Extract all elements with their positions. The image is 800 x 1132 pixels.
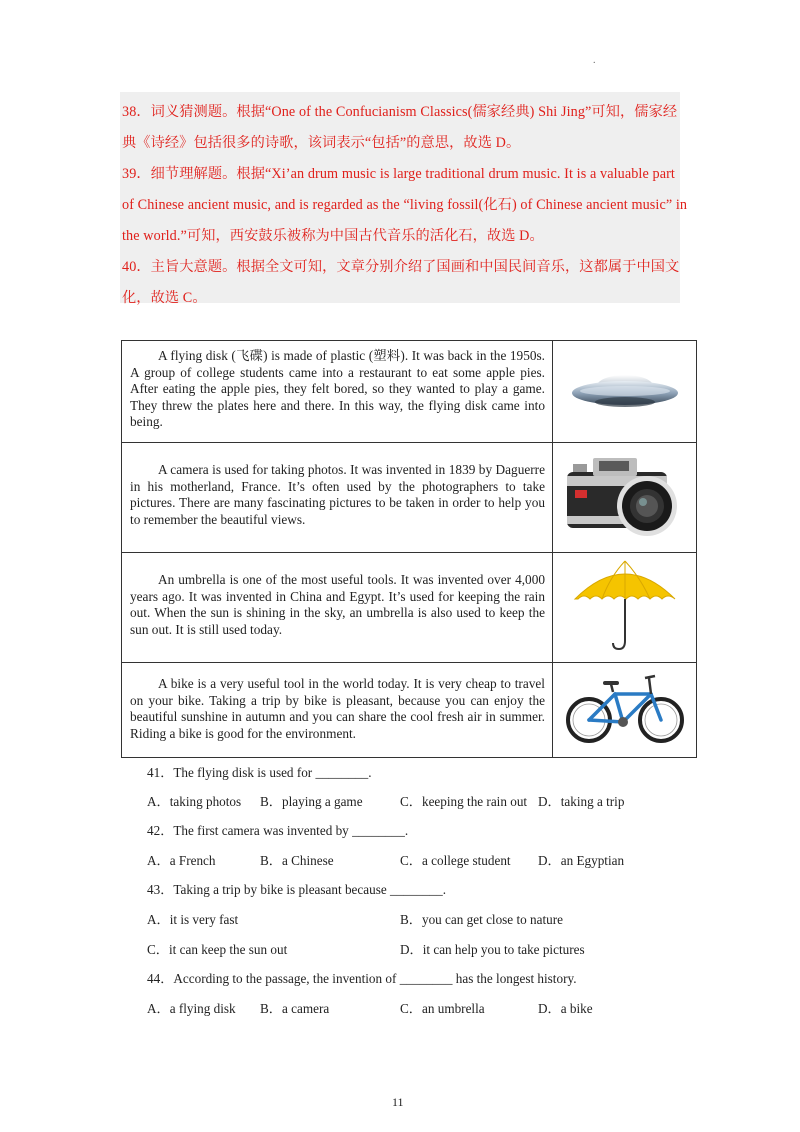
question-43-option-d[interactable]: D．it can help you to take pictures — [400, 942, 585, 957]
question-42-option-b[interactable]: B．a Chinese — [260, 853, 334, 868]
image-cell — [553, 663, 697, 758]
passage-row — [122, 443, 697, 553]
answer-39-line1: 39．细节理解题。根据“Xi’an drum music is large traditional drum music. It is a valuable part — [122, 166, 675, 182]
answer-38-line1: 38．词义猜测题。根据“One of the Confucianism Classics(儒家经典) Shi Jing”可知，儒家经 — [122, 104, 678, 120]
passage-bike: A bike is a very useful tool in the world today. It is very cheap to travel on your bike. Taking a trip by bike is pleasant, because you can enjoy the beautiful sunshine in autumn and you can share the cool fresh air in summer. Riding a bike is good for the environment. — [130, 676, 545, 741]
header-mark: . — [593, 55, 596, 66]
answer-39-line2: of Chinese ancient music, and is regarded as the “living fossil(化石) of Chinese ancient music” in — [122, 197, 688, 213]
passage-cell — [122, 443, 553, 553]
passage-camera: A camera is used for taking photos. It was invented in 1839 by Daguerre in his motherland, France. It’s often used by the photographers to take pictures. There are many fascinating pictures to be taken in order to help you to remember the beautiful views. — [130, 462, 545, 527]
answer-38-line2: 典《诗经》包括很多的诗歌，该词表示“包括”的意思，故选 D。 — [122, 135, 521, 151]
passage-cell — [122, 341, 553, 443]
passage-cell — [122, 553, 553, 663]
question-43-option-c[interactable]: C．it can keep the sun out — [147, 942, 288, 957]
image-cell — [553, 443, 697, 553]
question-41-option-a[interactable]: A．taking photos — [147, 794, 242, 809]
question-44-stem: 44．According to the passage, the invention of ________ has the longest history. — [147, 971, 577, 986]
answer-39-line3: the world.”可知，西安鼓乐被称为中国古代音乐的活化石，故选 D。 — [122, 228, 544, 244]
passage-row — [122, 553, 697, 663]
question-44-option-d[interactable]: D．a bike — [538, 1001, 593, 1016]
passage-flying-disk: A flying disk (飞碟) is made of plastic (塑料). It was back in the 1950s. A group of college students came into a restaurant to eat some apple pies. After eating the apple pies, they felt bored, so they wanted to play a game. They threw the plates here and there. In this way, the flying disk came into being. — [130, 348, 545, 430]
question-44-option-c[interactable]: C．an umbrella — [400, 1001, 485, 1016]
answer-40-line1: 40．主旨大意题。根据全文可知，文章分别介绍了国画和中国民间音乐，这都属于中国文 — [122, 259, 680, 275]
question-42-option-a[interactable]: A．a French — [147, 853, 216, 868]
question-43-option-a[interactable]: A．it is very fast — [147, 912, 239, 927]
question-41-option-d[interactable]: D．taking a trip — [538, 794, 625, 809]
question-41-option-c[interactable]: C．keeping the rain out — [400, 794, 528, 809]
umbrella-image — [570, 557, 680, 653]
passage-umbrella: An umbrella is one of the most useful tools. It was invented over 4,000 years ago. It was invented in China and Egypt. It’s used for keeping the rain out. When the sun is shining in the sky, an umbrella is also used to keep the sun out. It is still used today. — [130, 572, 545, 637]
camera-image — [563, 450, 687, 540]
passage-row — [122, 663, 697, 758]
passage-cell — [122, 663, 553, 758]
question-41-option-b[interactable]: B．playing a game — [260, 794, 363, 809]
question-43-option-b[interactable]: B．you can get close to nature — [400, 912, 563, 927]
image-cell — [553, 553, 697, 663]
bicycle-image — [565, 668, 685, 748]
question-42-stem: 42．The first camera was invented by ________. — [147, 823, 409, 838]
page-number: 11 — [392, 1095, 404, 1109]
passage-row — [122, 341, 697, 443]
question-41-stem: 41．The flying disk is used for ________. — [147, 765, 372, 780]
image-cell — [553, 341, 697, 443]
passage-table — [121, 340, 697, 758]
question-43-stem: 43．Taking a trip by bike is pleasant because ________. — [147, 882, 447, 897]
answer-40-line2: 化，故选 C。 — [122, 290, 207, 306]
question-44-option-a[interactable]: A．a flying disk — [147, 1001, 236, 1016]
question-42-option-d[interactable]: D．an Egyptian — [538, 853, 625, 868]
flying-disk-image — [570, 364, 680, 414]
question-44-option-b[interactable]: B．a camera — [260, 1001, 330, 1016]
question-42-option-c[interactable]: C．a college student — [400, 853, 511, 868]
